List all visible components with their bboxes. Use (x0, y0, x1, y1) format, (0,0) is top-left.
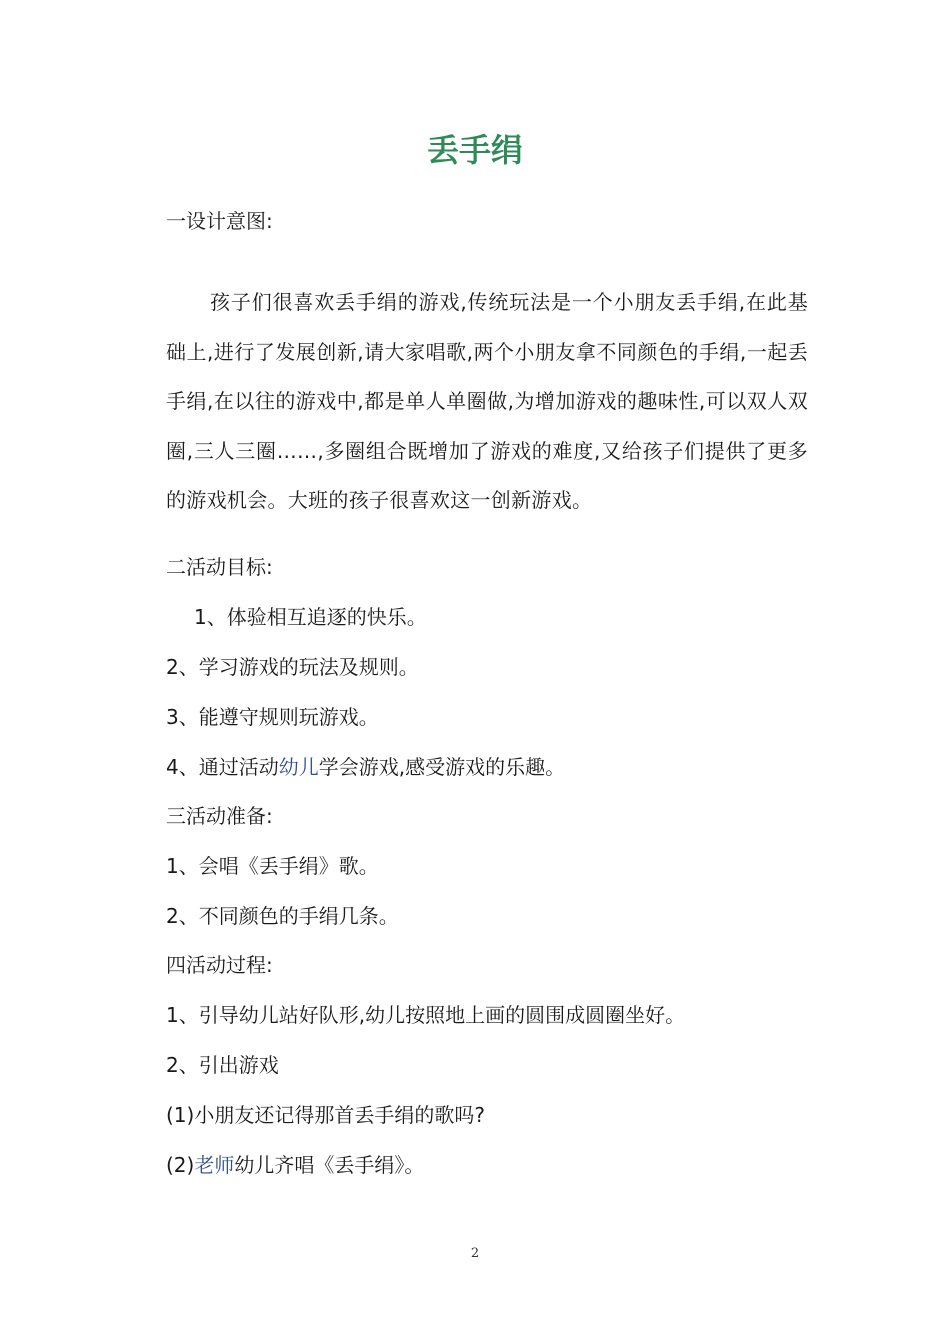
goal-item-4-text-before: 4、通过活动 (166, 755, 279, 779)
process-item-1: 1、引导幼儿站好队形,幼儿按照地上画的圆围成圆圈坐好。 (166, 1003, 686, 1027)
goal-item-1: 1、体验相互追逐的快乐。 (194, 605, 427, 629)
page-number: 2 (470, 1246, 480, 1261)
process-sub-item-2-prefix: (2) (166, 1153, 195, 1177)
section-heading-design-intent: 一设计意图: (166, 209, 273, 233)
goal-item-2: 2、学习游戏的玩法及规则。 (166, 655, 419, 679)
process-sub-item-2 (166, 1150, 424, 1180)
keyword-link-teacher[interactable]: 老师 (194, 1153, 235, 1177)
preparation-item-2: 2、不同颜色的手绢几条。 (166, 904, 399, 928)
preparation-item-1: 1、会唱《丢手绢》歌。 (166, 854, 379, 878)
goal-item-4-text-after: 学会游戏,感受游戏的乐趣。 (318, 755, 566, 779)
keyword-link-children[interactable]: 幼儿 (278, 755, 319, 779)
section-heading-process: 四活动过程: (166, 953, 273, 977)
design-intent-paragraph: 孩子们很喜欢丢手绢的游戏,传统玩法是一个小朋友丢手绢,在此基础上,进行了发展创新,请大家唱歌,两个小朋友拿不同颜色的手绢,一起丢手绢,在以往的游戏中,都是单人单圈做,为增加游戏的趣味性,可以双人双圈,三人三圈……,多圈组合既增加了游戏的难度,又给孩子们提供了更多的游戏机会。大班的孩子很喜欢这一创新游戏。 (166, 290, 808, 512)
goal-item-3: 3、能遵守规则玩游戏。 (166, 705, 379, 729)
document-title: 丢手绢 (426, 131, 523, 169)
process-sub-item-1: (1)小朋友还记得那首丢手绢的歌吗? (166, 1103, 485, 1127)
goal-item-4 (166, 752, 565, 782)
section-heading-preparation: 三活动准备: (166, 804, 273, 828)
process-sub-item-2-text: 幼儿齐唱《丢手绢》。 (234, 1153, 425, 1177)
process-item-2: 2、引出游戏 (166, 1053, 279, 1077)
section-heading-goals: 二活动目标: (166, 555, 273, 579)
